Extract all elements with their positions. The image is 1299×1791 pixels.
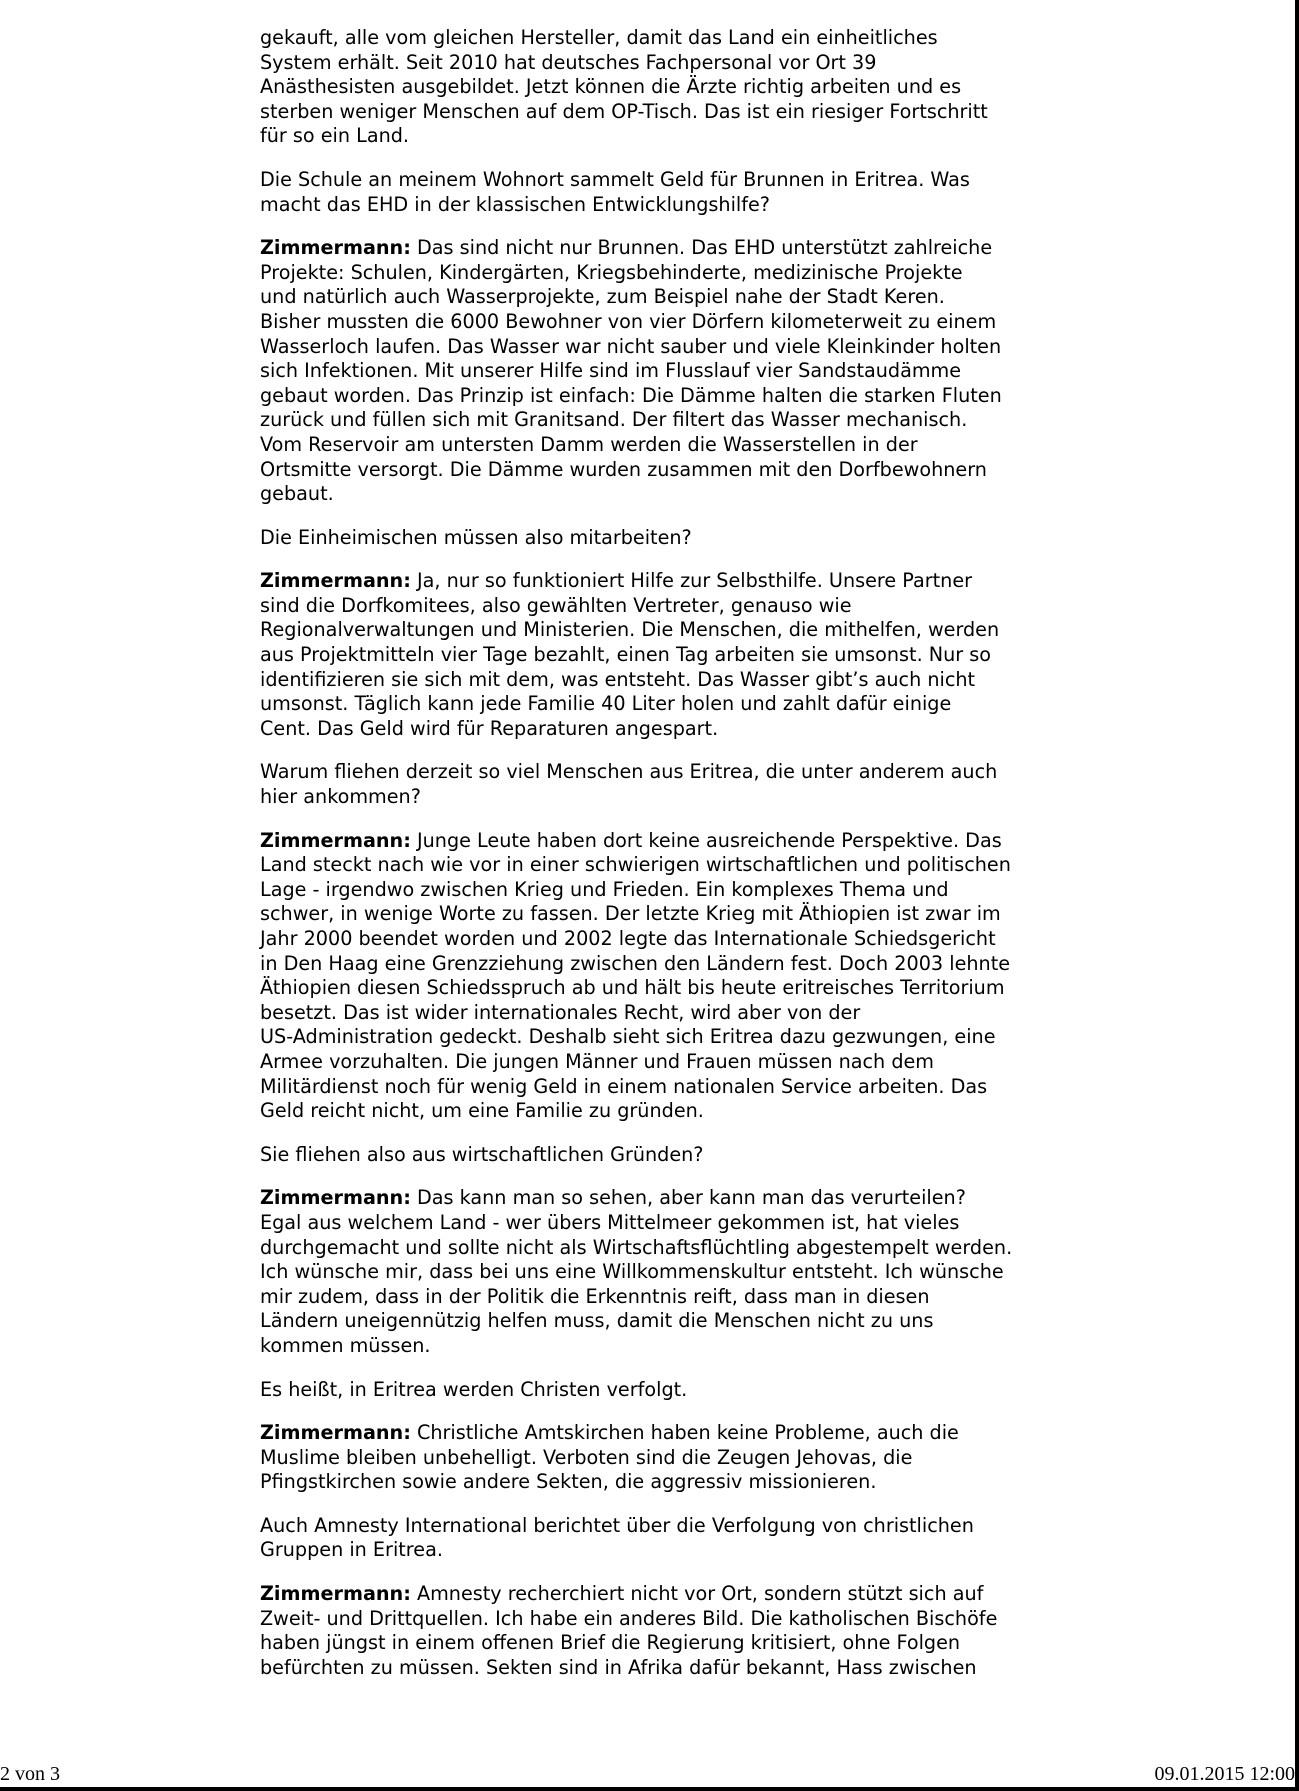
speaker-label: Zimmermann: — [260, 828, 411, 852]
question-text: Die Schule an meinem Wohnort sammelt Geld für Brunnen in Eritrea. Was macht das EHD in der klassischen Entwicklungshilfe? — [260, 167, 970, 216]
interview-question — [260, 526, 1040, 551]
question-text: Die Einheimischen müssen also mitarbeiten? — [260, 525, 692, 549]
question-text: Auch Amnesty International berichtet über die Verfolgung von christlichen Gruppen in Eritrea. — [260, 1513, 974, 1562]
interview-answer — [260, 569, 1040, 741]
article-paragraph — [260, 26, 1040, 149]
right-border-line — [1295, 0, 1299, 1791]
answer-text: Christliche Amtskirchen haben keine Probleme, auch die Muslime bleiben unbehelligt. Verboten sind die Zeugen Jehovas, die Pfingstkirchen sowie andere Sekten, die aggressiv missionieren. — [260, 1421, 959, 1494]
speaker-label: Zimmermann: — [260, 1582, 411, 1606]
question-text: Es heißt, in Eritrea werden Christen verfolgt. — [260, 1377, 688, 1401]
interview-question — [260, 760, 1040, 809]
question-text: Sie fliehen also aus wirtschaftlichen Gründen? — [260, 1142, 704, 1166]
interview-answer — [260, 1421, 1040, 1495]
interview-answer — [260, 829, 1040, 1124]
interview-question — [260, 1378, 1040, 1403]
speaker-label: Zimmermann: — [260, 1421, 411, 1445]
interview-answer — [260, 1582, 1040, 1680]
print-datetime: 09.01.2015 12:00 — [1154, 1763, 1295, 1785]
speaker-label: Zimmermann: — [260, 569, 411, 593]
question-text: Warum fliehen derzeit so viel Menschen aus Eritrea, die unter anderem auch hier ankommen? — [260, 760, 998, 809]
answer-text: Junge Leute haben dort keine ausreichende Perspektive. Das Land steckt nach wie vor in einer schwierigen wirtschaftlichen und politischen Lage - irgendwo zwischen Krieg und Frieden. Ein komplexes Thema und schwer, in wenige Worte zu fassen. Der letzte Krieg mit Äthiopien ist zwar im Jahr 2000 beendet worden und 2002 legte das Internationale Schiedsgericht in Den Haag eine Grenzziehung zwischen den Ländern fest. Doch 2003 lehnte Äthiopien diesen Schiedsspruch ab und hält bis heute eritreisches Territorium besetzt. Das ist wider internationales Recht, wird aber von der US-Administration gedeckt. Deshalb sieht sich Eritrea dazu gezwungen, eine Armee vorzuhalten. Die jungen Männer und Frauen müssen nach dem Militärdienst noch für wenig Geld in einem nationalen Service arbeiten. Das Geld reicht nicht, um eine Familie zu gründen. — [260, 828, 1011, 1123]
article-body — [260, 26, 1040, 1680]
paragraph-text: gekauft, alle vom gleichen Hersteller, damit das Land ein einheitliches System erhält. Seit 2010 hat deutsches Fachpersonal vor Ort 39 Anästhesisten ausgebildet. Jetzt können die Ärzte richtig arbeiten und es sterben weniger Menschen auf dem OP-Tisch. Das ist ein riesiger Fortschritt für so ein Land. — [260, 26, 988, 148]
page-indicator: 2 von 3 — [0, 1763, 60, 1785]
answer-text: Das kann man so sehen, aber kann man das verurteilen? Egal aus welchem Land - wer übers Mittelmeer gekommen ist, hat vieles durchgemacht und sollte nicht als Wirtschaftsflüchtling abgestempelt werden. Ich wünsche mir, dass bei uns eine Willkommenskultur entsteht. Ich wünsche mir zudem, dass in der Politik die Erkenntnis reift, dass man in diesen Ländern uneigennützig helfen muss, damit die Menschen nicht zu uns kommen müssen. — [260, 1186, 1013, 1357]
answer-text: Amnesty recherchiert nicht vor Ort, sondern stützt sich auf Zweit- und Drittquellen. Ich habe ein anderes Bild. Die katholischen Bischöfe haben jüngst in einem offenen Brief die Regierung kritisiert, ohne Folgen befürchten zu müssen. Sekten sind in Afrika dafür bekannt, Hass zwischen — [260, 1582, 998, 1679]
interview-answer — [260, 1186, 1040, 1358]
speaker-label: Zimmermann: — [260, 236, 411, 260]
interview-question — [260, 168, 1040, 217]
interview-question — [260, 1514, 1040, 1563]
interview-question — [260, 1143, 1040, 1168]
answer-text: Ja, nur so funktioniert Hilfe zur Selbsthilfe. Unsere Partner sind die Dorfkomitees, also gewählten Vertreter, genauso wie Regionalverwaltungen und Ministerien. Die Menschen, die mithelfen, werden aus Projektmitteln vier Tage bezahlt, einen Tag arbeiten sie umsonst. Nur so identifizieren sie sich mit dem, was entsteht. Das Wasser gibt’s auch nicht umsonst. Täglich kann jede Familie 40 Liter holen und zahlt dafür einige Cent. Das Geld wird für Reparaturen angespart. — [260, 569, 1000, 740]
answer-text: Das sind nicht nur Brunnen. Das EHD unterstützt zahlreiche Projekte: Schulen, Kindergärten, Kriegsbehinderte, medizinische Projekte und natürlich auch Wasserprojekte, zum Beispiel nahe der Stadt Keren. Bisher mussten die 6000 Bewohner von vier Dörfern kilometerweit zu einem Wasserloch laufen. Das Wasser war nicht sauber und viele Kleinkinder holten sich Infektionen. Mit unserer Hilfe sind im Flusslauf vier Sandstaudämme gebaut worden. Das Prinzip ist einfach: Die Dämme halten die starken Fluten zurück und füllen sich mit Granitsand. Der filtert das Wasser mechanisch. Vom Reservoir am untersten Damm werden die Wasserstellen in der Ortsmitte versorgt. Die Dämme wurden zusammen mit den Dorfbewohnern gebaut. — [260, 236, 1002, 506]
interview-answer — [260, 236, 1040, 507]
bottom-border-line — [0, 1787, 1299, 1791]
speaker-label: Zimmermann: — [260, 1186, 411, 1210]
